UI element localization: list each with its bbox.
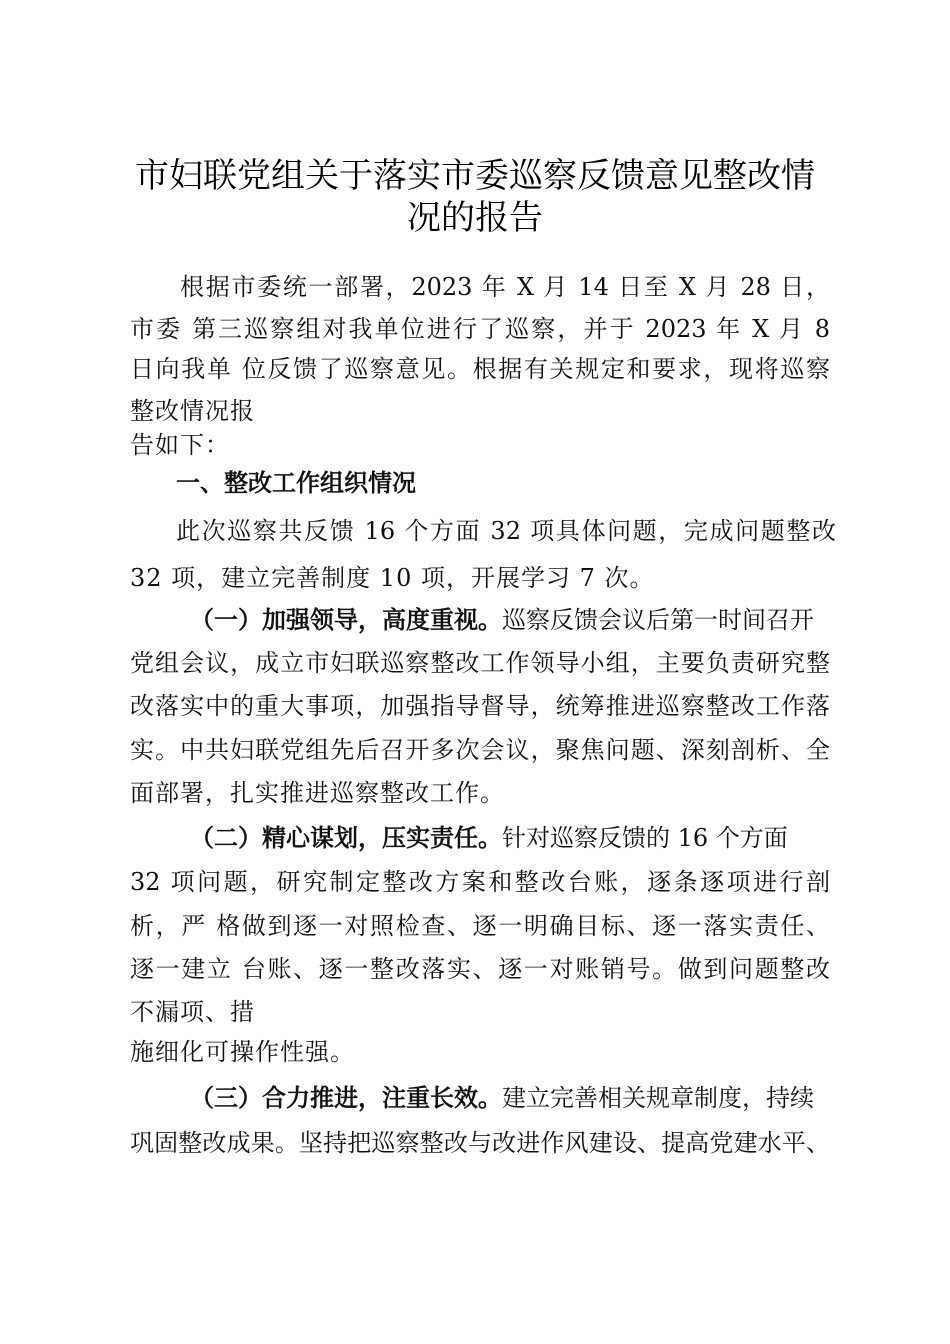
intro-line-4: 整改情况报 [130,397,255,425]
sub1-line-3: 改落实中的重大事项，加强指导督导，统筹推进巡察整改工作落 [130,692,830,720]
intro-line-5: 告如下： [130,431,230,459]
section1-line-1: 此次巡察共反馈 16 个方面 32 项具体问题，完成问题整改 [176,517,836,545]
sub3-line-2: 巩固整改成果。坚持把巡察整改与改进作风建设、提高党建水平、 [130,1129,830,1157]
sub2-line-6: 施细化可操作性强。 [130,1038,355,1066]
sub2-first-line [190,823,830,853]
sub3-first-line [190,1083,830,1113]
sub1-first-line [190,605,830,635]
document-title-line-2: 况的报告 [407,198,543,238]
sub3-first-text: 建立完善相关规章制度，持续 [502,1084,814,1112]
sub2-line-2: 32 项问题，研究制定整改方案和整改台账，逐条逐项进行剖 [130,868,830,896]
sub2-line-3: 析，严 格做到逐一对照检查、逐一明确目标、逐一落实责任、 [130,912,830,940]
sub3-heading: （三）合力推进，注重长效。 [190,1084,502,1112]
section-heading-1: 一、整改工作组织情况 [176,469,416,497]
document-title-line-1: 市妇联党组关于落实市委巡察反馈意见整改情 [135,156,815,196]
sub2-line-5: 不漏项、措 [130,998,255,1026]
section1-line-2: 32 项，建立完善制度 10 项，开展学习 7 次。 [130,564,655,592]
intro-line-2: 市委 第三巡察组对我单位进行了巡察，并于 2023 年 X 月 8 [130,315,830,343]
sub2-heading: （二）精心谋划，压实责任。 [190,824,502,852]
sub2-line-4: 逐一建立 台账、逐一整改落实、逐一对账销号。做到问题整改 [130,955,830,983]
sub1-line-2: 党组会议，成立市妇联巡察整改工作领导小组，主要负责研究整 [130,649,830,677]
sub1-heading: （一）加强领导，高度重视。 [190,606,502,634]
intro-line-3: 日向我单 位反馈了巡察意见。根据有关规定和要求，现将巡察 [130,355,830,383]
sub1-first-text: 巡察反馈会议后第一时间召开 [502,606,814,634]
sub1-line-4: 实。中共妇联党组先后召开多次会议，聚焦问题、深刻剖析、全 [130,736,830,764]
sub2-first-text: 针对巡察反馈的 16 个方面 [502,824,788,852]
intro-line-1: 根据市委统一部署，2023 年 X 月 14 日至 X 月 28 日， [180,273,830,301]
sub1-line-5: 面部署，扎实推进巡察整改工作。 [130,779,505,807]
